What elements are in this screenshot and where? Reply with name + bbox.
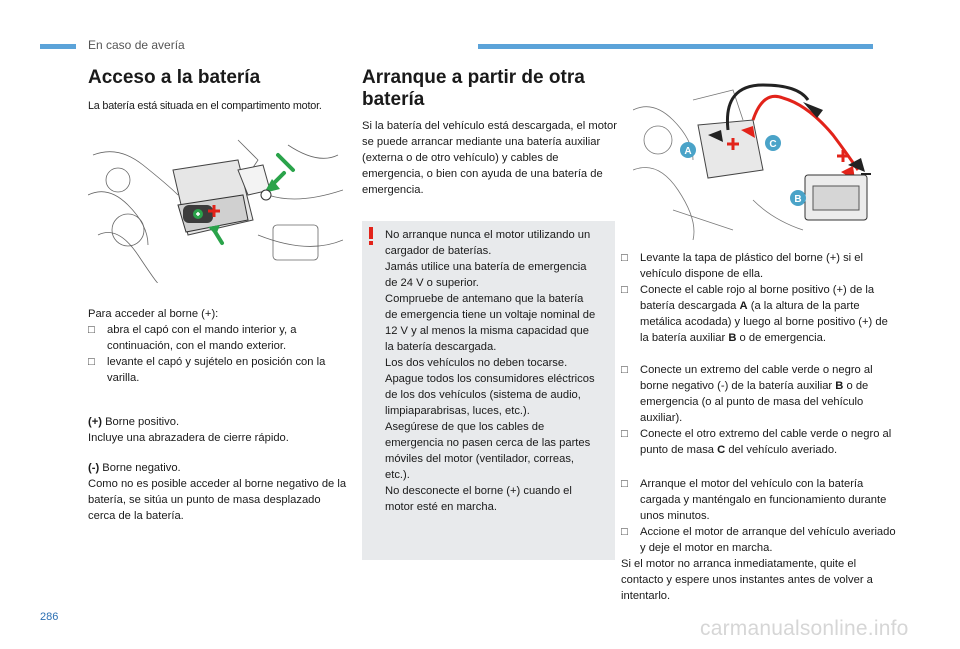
checkbox-bullet-icon: □ (88, 356, 95, 368)
negative-terminal-text (88, 460, 348, 476)
warning-text (385, 227, 607, 515)
list-item (621, 426, 897, 458)
warning-line: etc.). (385, 469, 410, 481)
checkbox-bullet-icon: □ (621, 364, 628, 376)
list-item-text: Conecte el otro extremo del cable verde o negro al punto de masa (640, 428, 892, 456)
battery-location-text: La batería está situada en el compartimento motor. (88, 100, 322, 112)
page-number: 286 (40, 611, 59, 623)
negative-terminal-note: Como no es posible acceder al borne negativo de la batería, se sitúa un punto de masa desplazado cerca de la batería. (88, 478, 347, 522)
list-item (88, 322, 348, 354)
warning-exclamation-icon (368, 227, 374, 245)
list-item (621, 250, 897, 282)
list-item (88, 354, 348, 386)
list-item-text: Conecte un extremo del cable verde o negro al borne negativo (-) de la batería auxiliar (640, 364, 873, 392)
list-item-text: (a la altura de la parte metálica acodada) y luego al borne positivo (+) de la batería auxiliar (640, 300, 888, 344)
checkbox-bullet-icon: □ (88, 324, 95, 336)
list-item-text: abra el capó con el mando interior y, a continuación, con el mando exterior. (107, 324, 297, 352)
warning-line: limpiaparabrisas, luces, etc.). (385, 405, 530, 417)
warning-line: 12 V y al menos la misma capacidad que (385, 325, 589, 337)
header-accent-bar (478, 44, 873, 49)
battery-access-illustration (88, 135, 343, 283)
list-item-text: levante el capó y sujételo en posición con la varilla. (107, 356, 326, 384)
positive-terminal-note: Incluye una abrazadera de cierre rápido. (88, 432, 289, 444)
warning-line: de los dos vehículos (sistema de audio, (385, 389, 581, 401)
jump-start-title (362, 67, 612, 111)
negative-label: (-) (88, 462, 100, 474)
jump-start-intro: Si la batería del vehículo está descargada, el motor se puede arrancar mediante una batería auxiliar (externa o de otro vehículo) y cables de emergencia, o bien con ayuda de una batería de emergencia. (362, 120, 617, 196)
warning-line: Jamás utilice una batería de emergencia (385, 261, 587, 273)
label-b: B (728, 332, 737, 344)
figure-label-a: A (684, 146, 692, 157)
warning-line: motor esté en marcha. (385, 501, 497, 513)
warning-line: de emergencia tiene un voltaje nominal de (385, 309, 596, 321)
list-item-text: Conecte el cable rojo al borne positivo (+) de la batería descargada (640, 284, 875, 312)
checkbox-bullet-icon: □ (621, 526, 628, 538)
closing-text: Si el motor no arranca inmediatamente, quite el contacto y espere unos instantes antes de volver a intentarlo. (621, 558, 873, 602)
list-item (621, 524, 897, 556)
list-item (621, 362, 897, 426)
warning-line: la batería descargada. (385, 341, 497, 353)
list-item-text: Levante la tapa de plástico del borne (+) si el vehículo dispone de ella. (640, 252, 863, 280)
header-accent-left (40, 44, 76, 49)
section-title: En caso de avería (88, 38, 185, 52)
figure-label-b: B (794, 194, 802, 205)
warning-line: Asegúrese de que los cables de (385, 421, 545, 433)
jump-start-illustration (633, 80, 873, 240)
warning-line: móviles del motor (ventilador, correas, (385, 453, 575, 465)
label-a: A (739, 300, 748, 312)
figure-label-c: C (769, 139, 777, 150)
access-lead: Para acceder al borne (+): (88, 308, 219, 320)
checkbox-bullet-icon: □ (621, 478, 628, 490)
list-item-text: o de emergencia. (736, 332, 826, 344)
warning-line: cargador de baterías. (385, 245, 492, 257)
warning-line: No desconecte el borne (+) cuando el (385, 485, 572, 497)
checkbox-bullet-icon: □ (621, 284, 628, 296)
negative-desc: Borne negativo. (99, 462, 181, 474)
list-item-text: del vehículo averiado. (725, 444, 838, 456)
warning-line: Apague todos los consumidores eléctricos (385, 373, 595, 385)
battery-access-title: Acceso a la batería (88, 67, 261, 88)
watermark: carmanualsonline.info (700, 617, 909, 640)
positive-desc: Borne positivo. (101, 416, 180, 428)
list-item-text: Arranque el motor del vehículo con la batería cargada y manténgalo en funcionamiento durante unos minutos. (640, 478, 887, 522)
list-item-text: Accione el motor de arranque del vehículo averiado y deje el motor en marcha. (640, 526, 896, 554)
warning-line: de 24 V o superior. (385, 277, 479, 289)
list-item (621, 282, 897, 346)
list-item-text: o de emergencia (o al punto de masa del vehículo auxiliar). (640, 380, 869, 424)
list-item (621, 476, 897, 524)
label-b: B (835, 380, 844, 392)
checkbox-bullet-icon: □ (621, 428, 628, 440)
jump-start-title-line2: batería (362, 89, 425, 110)
jump-start-title-line1: Arranque a partir de otra (362, 67, 585, 88)
warning-line: Compruebe de antemano que la batería (385, 293, 584, 305)
label-c: C (717, 444, 726, 456)
warning-line: Los dos vehículos no deben tocarse. (385, 357, 568, 369)
positive-terminal-text (88, 414, 348, 430)
warning-line: No arranque nunca el motor utilizando un (385, 229, 591, 241)
checkbox-bullet-icon: □ (621, 252, 628, 264)
positive-label: (+) (88, 416, 102, 428)
warning-line: emergencia no pasen cerca de las partes (385, 437, 591, 449)
